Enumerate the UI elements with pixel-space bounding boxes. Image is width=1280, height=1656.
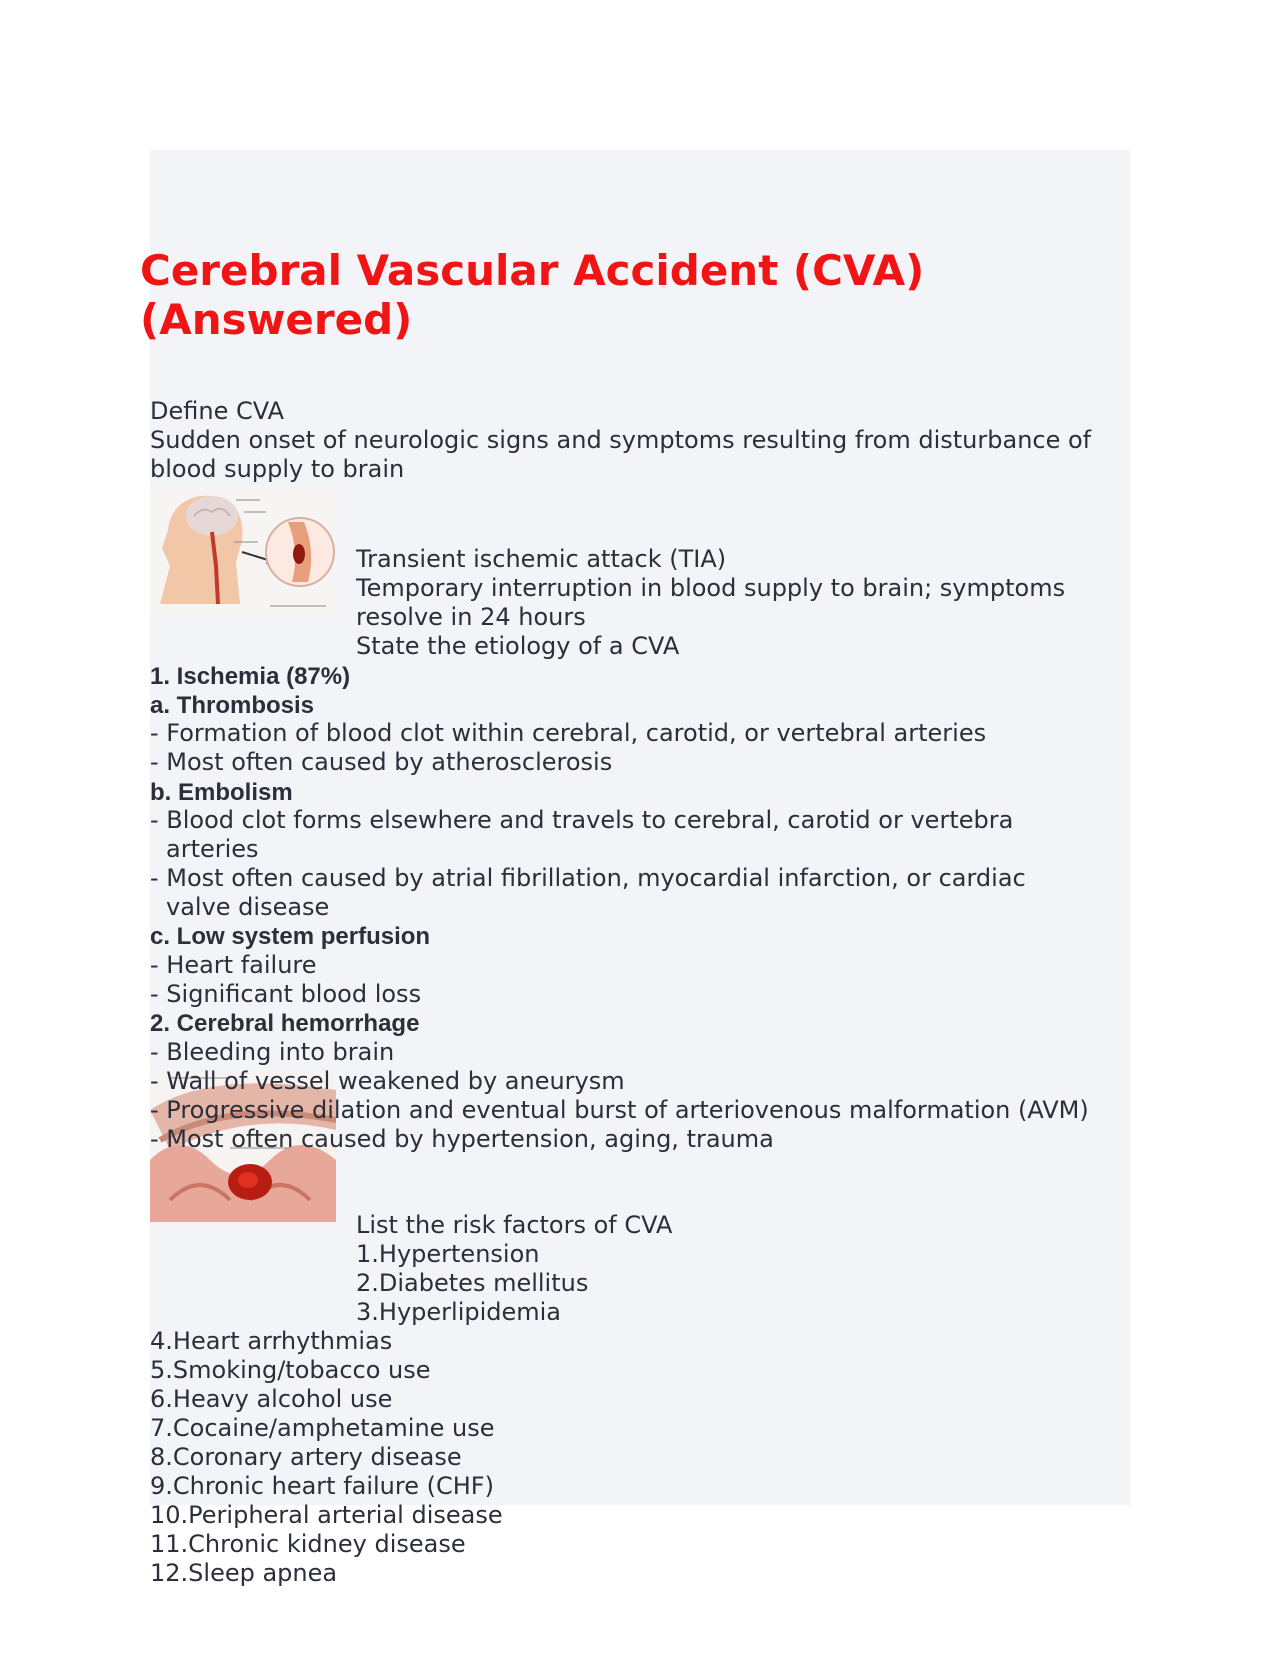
list-item: 9.Chronic heart failure (CHF) [150, 1472, 494, 1500]
list-item: 5.Smoking/tobacco use [150, 1356, 431, 1384]
page-title [140, 246, 924, 344]
embolism-heading: b. Embolism [150, 779, 293, 806]
embolism-point-2b: valve disease [166, 893, 330, 921]
list-item: 4.Heart arrhythmias [150, 1327, 393, 1355]
list-item: 1.Hypertension [356, 1240, 540, 1268]
tia-question: Transient ischemic attack (TIA) [356, 545, 727, 573]
title-line-2: (Answered) [140, 295, 413, 344]
risk-question: List the risk factors of CVA [356, 1211, 673, 1239]
hemorrhage-heading: 2. Cerebral hemorrhage [150, 1010, 420, 1037]
define-answer-line-2: blood supply to brain [150, 455, 405, 483]
embolism-point-2a: - Most often caused by atrial fibrillation, myocardial infarction, or cardiac [150, 864, 1026, 892]
ischemia-heading: 1. Ischemia (87%) [150, 663, 351, 690]
tia-answer-line-1: Temporary interruption in blood supply to brain; symptoms [356, 574, 1066, 602]
low-perfusion-heading: c. Low system perfusion [150, 923, 431, 950]
list-item: 10.Peripheral arterial disease [150, 1501, 503, 1529]
hemorrhage-point-4: - Most often caused by hypertension, aging, trauma [150, 1125, 774, 1153]
list-item: 6.Heavy alcohol use [150, 1385, 393, 1413]
stroke-clot-illustration [150, 486, 336, 616]
list-item: 2.Diabetes mellitus [356, 1269, 589, 1297]
list-item: 7.Cocaine/amphetamine use [150, 1414, 495, 1442]
define-answer-line-1: Sudden onset of neurologic signs and symptoms resulting from disturbance of [150, 426, 1092, 454]
thrombosis-point-2: - Most often caused by atherosclerosis [150, 748, 613, 776]
list-item: 8.Coronary artery disease [150, 1443, 462, 1471]
hemorrhage-point-2: - Wall of vessel weakened by aneurysm [150, 1067, 625, 1095]
embolism-point-1a: - Blood clot forms elsewhere and travels to cerebral, carotid or vertebra [150, 806, 1014, 834]
title-line-1: Cerebral Vascular Accident (CVA) [140, 246, 925, 295]
etiology-question: State the etiology of a CVA [356, 632, 680, 660]
hemorrhage-point-1: - Bleeding into brain [150, 1038, 395, 1066]
thrombosis-point-1: - Formation of blood clot within cerebral, carotid, or vertebral arteries [150, 719, 987, 747]
list-item: 12.Sleep apnea [150, 1559, 338, 1587]
embolism-point-1b: arteries [166, 835, 259, 863]
define-question: Define CVA [150, 397, 285, 425]
low-perfusion-point-1: - Heart failure [150, 951, 317, 979]
tia-answer-line-2: resolve in 24 hours [356, 603, 586, 631]
list-item: 3.Hyperlipidemia [356, 1298, 562, 1326]
list-item: 11.Chronic kidney disease [150, 1530, 466, 1558]
low-perfusion-point-2: - Significant blood loss [150, 980, 422, 1008]
thrombosis-heading: a. Thrombosis [150, 692, 315, 719]
hemorrhage-point-3: - Progressive dilation and eventual burst of arteriovenous malformation (AVM) [150, 1096, 1089, 1124]
